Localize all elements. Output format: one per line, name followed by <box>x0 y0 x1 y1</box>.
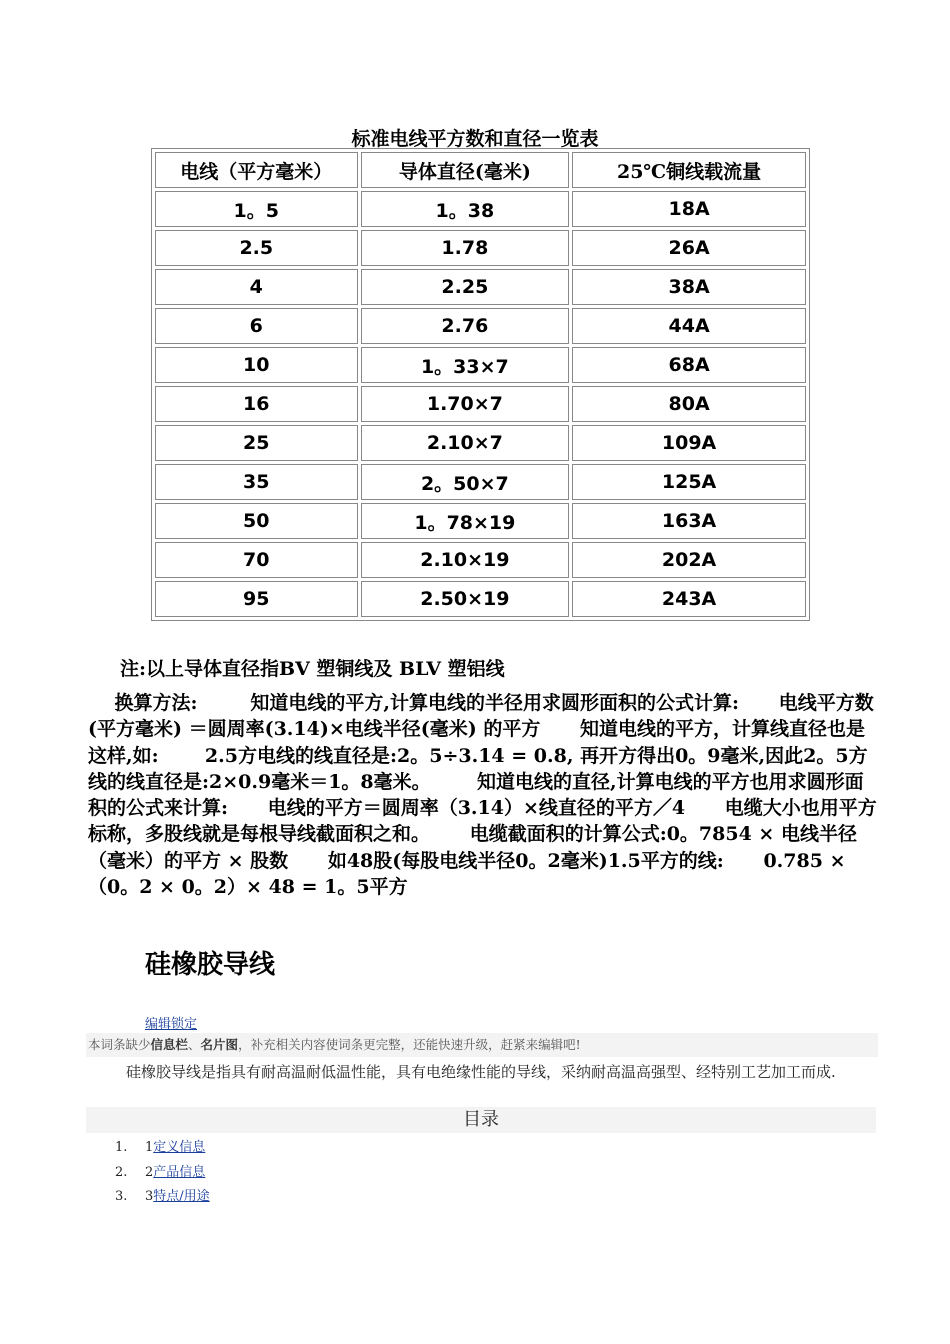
toc-link-features[interactable]: 特点/用途 <box>153 1189 210 1204</box>
table-row <box>155 503 806 539</box>
wire-size-table <box>151 148 810 621</box>
table-row <box>155 464 806 500</box>
table-cell: 2.5 <box>155 230 358 266</box>
table-cell: 80A <box>572 386 806 422</box>
header-cell: 导体直径(毫米) <box>361 152 570 188</box>
toc-item <box>115 1136 210 1161</box>
table-cell: 1。5 <box>155 191 358 227</box>
toc-item <box>115 1185 210 1210</box>
table-cell: 2。50×7 <box>361 464 570 500</box>
table-cell: 6 <box>155 308 358 344</box>
table-title: 标准电线平方数和直径一览表 <box>351 128 599 150</box>
missing-info-notice <box>86 1033 878 1057</box>
toc-index: 1. <box>115 1140 128 1155</box>
table-cell: 10 <box>155 347 358 383</box>
table-row <box>155 386 806 422</box>
table-row <box>155 425 806 461</box>
table-cell: 2.10×7 <box>361 425 570 461</box>
table-cell: 109A <box>572 425 806 461</box>
notice-suffix: ，补充相关内容使词条更完整，还能快速升级，赶紧来编辑吧! <box>238 1037 581 1052</box>
table-header-row <box>155 152 806 188</box>
table-cell: 2.10×19 <box>361 542 570 578</box>
section-heading: 硅橡胶导线 <box>145 950 276 980</box>
toc-link-definition[interactable]: 定义信息 <box>153 1140 206 1155</box>
toc-number: 1 <box>145 1140 154 1155</box>
table-cell: 95 <box>155 581 358 617</box>
table-row <box>155 542 806 578</box>
table-cell: 2.25 <box>361 269 570 305</box>
toc-index: 3. <box>115 1189 128 1204</box>
toc-item <box>115 1161 210 1186</box>
table-cell: 2.76 <box>361 308 570 344</box>
table-cell: 50 <box>155 503 358 539</box>
table-cell: 243A <box>572 581 806 617</box>
table-row <box>155 269 806 305</box>
header-cell: 电线（平方毫米） <box>155 152 358 188</box>
table-cell: 18A <box>572 191 806 227</box>
table-cell: 26A <box>572 230 806 266</box>
header-cell: 25℃铜线载流量 <box>572 152 806 188</box>
conversion-method-paragraph: 换算方法: 知道电线的平方,计算电线的半径用求圆形面积的公式计算: 电线平方数(平方毫米) ＝圆周率(3.14)×电线半径(毫米) 的平方 知道电线的平方，计算线直径也是这样,如: 2.5方电线的线直径是:2。5÷3.14 = 0.8, 再开方得出0。9毫米,因此2。5方线的线直径是:2×0.9毫米＝1。8毫米。 知道电线的直径,计算电线的平方也用求圆形面积的公式来计算: 电线的平方＝圆周率（3.14）×线直径的平方／4 电缆大小也用平方标称，多股线就是每根导线截面积之和。 电缆截面积的计算公式:0。7854 × 电线半径（毫米）的平方 × 股数 如48股(每股电线半径0。2毫米)1.5平方的线: 0.785 ×（0。2 × 0。2）× 48 = 1。5平方 <box>88 692 877 899</box>
table-cell: 125A <box>572 464 806 500</box>
toc-number: 2 <box>145 1164 154 1180</box>
table-cell: 1。78×19 <box>361 503 570 539</box>
table-cell: 2.50×19 <box>361 581 570 617</box>
table-row <box>155 347 806 383</box>
table-cell: 4 <box>155 269 358 305</box>
table-cell: 1.70×7 <box>361 386 570 422</box>
intro-paragraph: 硅橡胶导线是指具有耐高温耐低温性能，具有电绝缘性能的导线，采纳耐高温高强型、经特别工艺加工而成. <box>126 1063 836 1081</box>
notice-card-image: 名片图 <box>200 1037 239 1052</box>
notice-infobox: 信息栏 <box>150 1037 189 1052</box>
toc-index: 2. <box>115 1164 128 1180</box>
table-row <box>155 191 806 227</box>
toc-title: 目录 <box>86 1107 876 1133</box>
table-note: 注:以上导体直径指BV 塑铜线及 BLV 塑铝线 <box>120 658 505 680</box>
toc-link-product[interactable]: 产品信息 <box>153 1164 206 1180</box>
table-cell: 163A <box>572 503 806 539</box>
table-of-contents <box>115 1136 210 1210</box>
table-row <box>155 230 806 266</box>
table-cell: 70 <box>155 542 358 578</box>
table-row <box>155 308 806 344</box>
table-row <box>155 581 806 617</box>
edit-lock-link[interactable]: 编辑锁定 <box>145 1017 198 1032</box>
notice-sep: 、 <box>188 1037 201 1052</box>
table-cell: 16 <box>155 386 358 422</box>
notice-text: 本词条缺少 <box>88 1037 151 1052</box>
table-cell: 25 <box>155 425 358 461</box>
toc-number: 3 <box>145 1189 154 1204</box>
table-cell: 44A <box>572 308 806 344</box>
table-cell: 68A <box>572 347 806 383</box>
table-cell: 202A <box>572 542 806 578</box>
table-cell: 1.78 <box>361 230 570 266</box>
table-cell: 35 <box>155 464 358 500</box>
table-cell: 38A <box>572 269 806 305</box>
table-cell: 1。33×7 <box>361 347 570 383</box>
table-cell: 1。38 <box>361 191 570 227</box>
